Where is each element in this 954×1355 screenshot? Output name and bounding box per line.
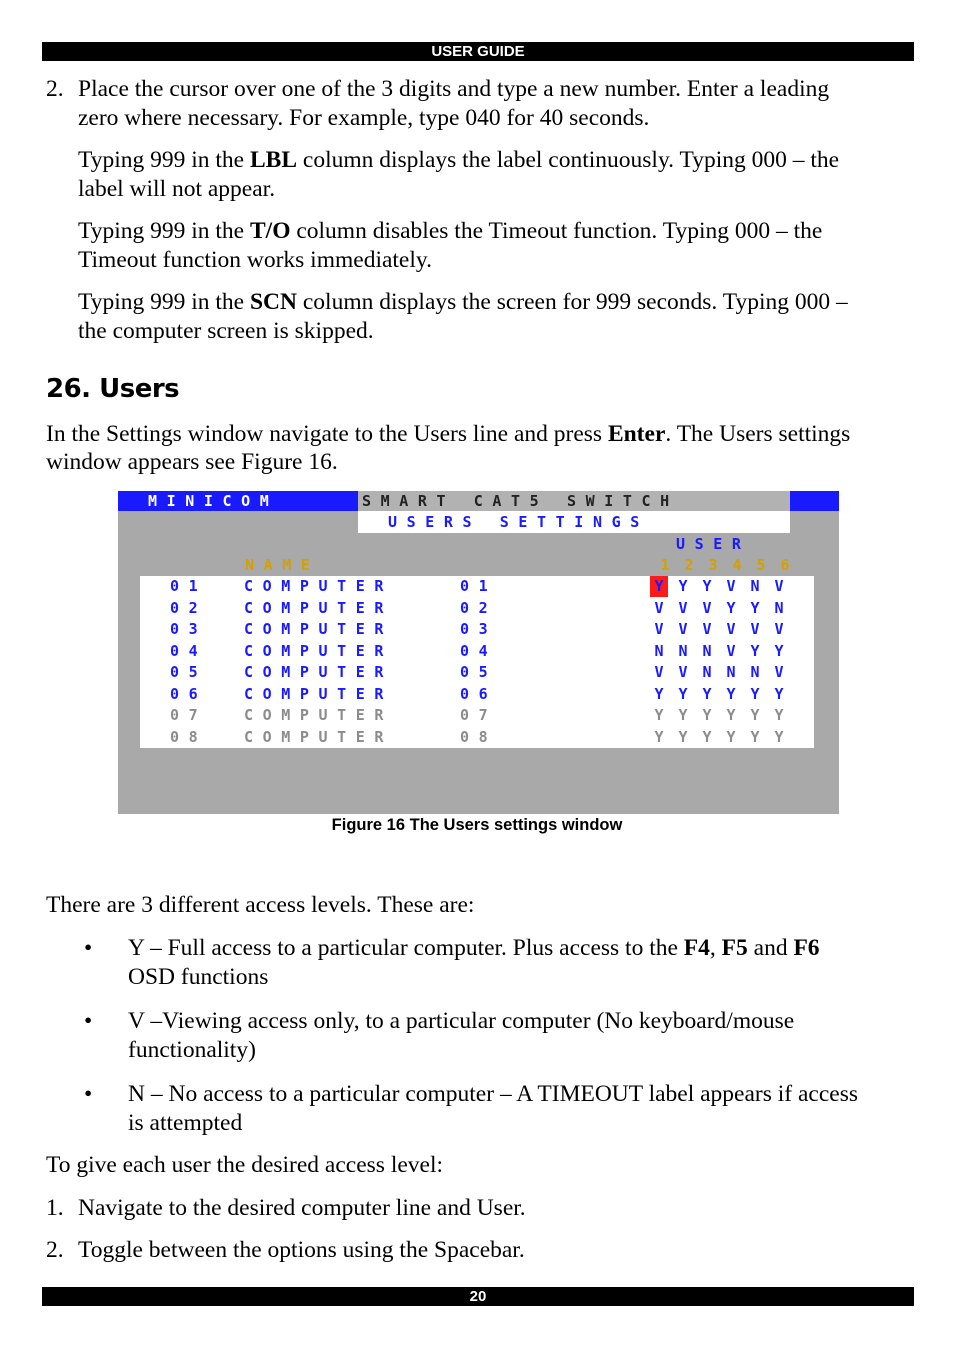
table-row[interactable] [140, 619, 814, 640]
access-level-user-5[interactable]: N [750, 577, 760, 595]
access-level-user-6[interactable]: V [774, 663, 784, 681]
switch-title: SMART CAT5 SWITCH [362, 492, 679, 510]
user-number-4: 4 [732, 556, 742, 574]
computer-name: COMPUTER [244, 620, 394, 638]
table-row[interactable] [140, 684, 814, 705]
computer-name: COMPUTER [244, 706, 394, 724]
user-number-5: 5 [756, 556, 766, 574]
access-level-user-6[interactable]: Y [774, 706, 784, 724]
access-level-user-2[interactable]: Y [678, 727, 688, 746]
table-row[interactable] [140, 662, 814, 683]
users-settings-subtitle: USERS SETTINGS [388, 513, 649, 531]
access-level-user-6[interactable]: V [774, 577, 784, 595]
title-bar-middle [358, 491, 790, 511]
levels-intro: There are 3 different access levels. These are: [46, 892, 475, 918]
access-level-user-2[interactable]: V [678, 598, 688, 617]
access-level-user-2[interactable]: Y [678, 577, 688, 595]
access-level-user-5[interactable]: Y [750, 598, 760, 617]
access-level-user-4[interactable]: V [726, 641, 736, 660]
access-level-user-3[interactable]: V [702, 598, 712, 617]
bullet-icon: • [84, 1008, 93, 1034]
access-level-user-4[interactable]: Y [726, 706, 736, 724]
footer-bar [42, 1287, 914, 1306]
user-number-1: 1 [660, 556, 670, 574]
user-number-3: 3 [708, 556, 718, 574]
access-level-user-6[interactable]: Y [774, 727, 784, 746]
users-table [140, 576, 814, 748]
name-header: NAME [245, 556, 320, 574]
computer-name: COMPUTER [244, 598, 394, 617]
access-level-user-1[interactable]: V [654, 598, 664, 617]
access-level-user-3[interactable]: Y [702, 727, 712, 746]
access-level-user-3[interactable]: Y [702, 577, 712, 595]
title-bar-right [790, 491, 839, 511]
access-level-user-5[interactable]: Y [750, 706, 760, 724]
access-level-user-2[interactable]: Y [678, 684, 688, 703]
note-lbl-line2: label will not appear. [78, 176, 276, 202]
figure-caption: Figure 16 The Users settings window [331, 816, 623, 834]
access-level-user-5[interactable]: V [750, 620, 760, 638]
access-level-user-3[interactable]: N [702, 663, 712, 681]
access-level-user-1[interactable]: Y [654, 727, 664, 746]
header-bar [42, 42, 914, 61]
access-level-user-4[interactable]: N [726, 663, 736, 681]
subtitle-bar [358, 511, 790, 533]
access-level-user-3[interactable]: Y [702, 706, 712, 724]
access-level-user-3[interactable]: N [702, 641, 712, 660]
step-text: Navigate to the desired computer line and User. [78, 1195, 526, 1221]
access-level-user-6[interactable]: Y [774, 684, 784, 703]
computer-number: 03 [460, 620, 498, 638]
bullet-y: Y – Full access to a particular computer. Plus access to the F4, F5 and F6 [128, 935, 820, 961]
computer-number: 01 [460, 577, 498, 595]
access-level-user-2[interactable]: Y [678, 706, 688, 724]
header-title: USER GUIDE [431, 43, 525, 60]
table-row[interactable] [140, 576, 814, 597]
computer-id: 05 [170, 663, 208, 681]
note-lbl: Typing 999 in the LBL column displays the label continuously. Typing 000 – the [78, 147, 840, 173]
minicom-title: MINICOM [148, 492, 279, 510]
step-text: Toggle between the options using the Spacebar. [78, 1237, 525, 1263]
access-level-user-2[interactable]: N [678, 641, 688, 660]
note-scn: Typing 999 in the SCN column displays the screen for 999 seconds. Typing 000 – [78, 289, 848, 315]
access-level-user-4[interactable]: Y [726, 727, 736, 746]
bullet-y-line2: OSD functions [128, 964, 269, 990]
access-level-user-4[interactable]: V [726, 577, 736, 595]
computer-number: 06 [460, 684, 498, 703]
section-heading: 26. Users [46, 374, 180, 404]
access-level-user-1[interactable]: Y [654, 684, 664, 703]
computer-name: COMPUTER [244, 577, 394, 595]
note-to-line2: Timeout function works immediately. [78, 247, 432, 273]
computer-number: 04 [460, 641, 498, 660]
step-text-line: zero where necessary. For example, type 040 for 40 seconds. [78, 105, 650, 131]
user-number-6: 6 [780, 556, 790, 574]
computer-id: 02 [170, 598, 208, 617]
bullet-v: V –Viewing access only, to a particular computer (No keyboard/mouse [128, 1008, 795, 1034]
table-row[interactable] [140, 705, 814, 726]
note-to: Typing 999 in the T/O column disables the Timeout function. Typing 000 – the [78, 218, 823, 244]
access-level-user-3[interactable]: V [702, 620, 712, 638]
computer-id: 04 [170, 641, 208, 660]
computer-name: COMPUTER [244, 641, 394, 660]
access-level-user-1[interactable]: Y [650, 576, 668, 597]
access-level-user-2[interactable]: V [678, 620, 688, 638]
computer-id: 07 [170, 706, 208, 724]
access-level-user-6[interactable]: V [774, 620, 784, 638]
computer-id: 06 [170, 684, 208, 703]
computer-name: COMPUTER [244, 684, 394, 703]
access-level-user-1[interactable]: N [654, 641, 664, 660]
access-level-user-5[interactable]: Y [750, 684, 760, 703]
step-number: 1. [46, 1195, 64, 1221]
give-access-text: To give each user the desired access level: [46, 1152, 444, 1178]
access-level-user-6[interactable]: N [774, 598, 784, 617]
step-number: 2. [46, 76, 64, 102]
access-level-user-5[interactable]: Y [750, 727, 760, 746]
access-level-user-5[interactable]: N [750, 663, 760, 681]
access-level-user-5[interactable]: Y [750, 641, 760, 660]
section-paragraph: In the Settings window navigate to the Users line and press Enter. The Users settings [46, 421, 851, 447]
table-row[interactable] [140, 641, 814, 662]
computer-number: 05 [460, 663, 498, 681]
user-number-2: 2 [684, 556, 694, 574]
access-level-user-4[interactable]: V [726, 620, 736, 638]
table-row[interactable] [140, 727, 814, 748]
computer-id: 01 [170, 577, 208, 595]
access-level-user-3[interactable]: Y [702, 684, 712, 703]
computer-name: COMPUTER [244, 663, 394, 681]
computer-number: 08 [460, 727, 498, 746]
computer-name: COMPUTER [244, 727, 394, 746]
access-level-user-2[interactable]: V [678, 663, 688, 681]
bullet-v-line2: functionality) [128, 1037, 256, 1063]
step-text-line: Place the cursor over one of the 3 digits and type a new number. Enter a leading [78, 76, 830, 102]
computer-number: 07 [460, 706, 498, 724]
bullet-icon: • [84, 935, 93, 961]
access-level-user-1[interactable]: V [654, 663, 664, 681]
computer-number: 02 [460, 598, 498, 617]
access-level-user-1[interactable]: V [654, 620, 664, 638]
access-level-user-1[interactable]: Y [654, 706, 664, 724]
section-paragraph-line2: window appears see Figure 16. [46, 449, 338, 475]
note-scn-line2: the computer screen is skipped. [78, 318, 374, 344]
title-bar-left [118, 491, 358, 511]
bullet-icon: • [84, 1081, 93, 1107]
bullet-n-line2: is attempted [128, 1110, 243, 1136]
step-number: 2. [46, 1237, 64, 1263]
user-header: USER [676, 535, 751, 553]
users-settings-window [118, 491, 839, 814]
page-number: 20 [469, 1288, 487, 1305]
access-level-user-4[interactable]: Y [726, 598, 736, 617]
bullet-n: N – No access to a particular computer – A TIMEOUT label appears if access [128, 1081, 858, 1107]
table-row[interactable] [140, 598, 814, 619]
access-level-user-4[interactable]: Y [726, 684, 736, 703]
computer-id: 03 [170, 620, 208, 638]
computer-id: 08 [170, 727, 208, 746]
access-level-user-6[interactable]: Y [774, 641, 784, 660]
